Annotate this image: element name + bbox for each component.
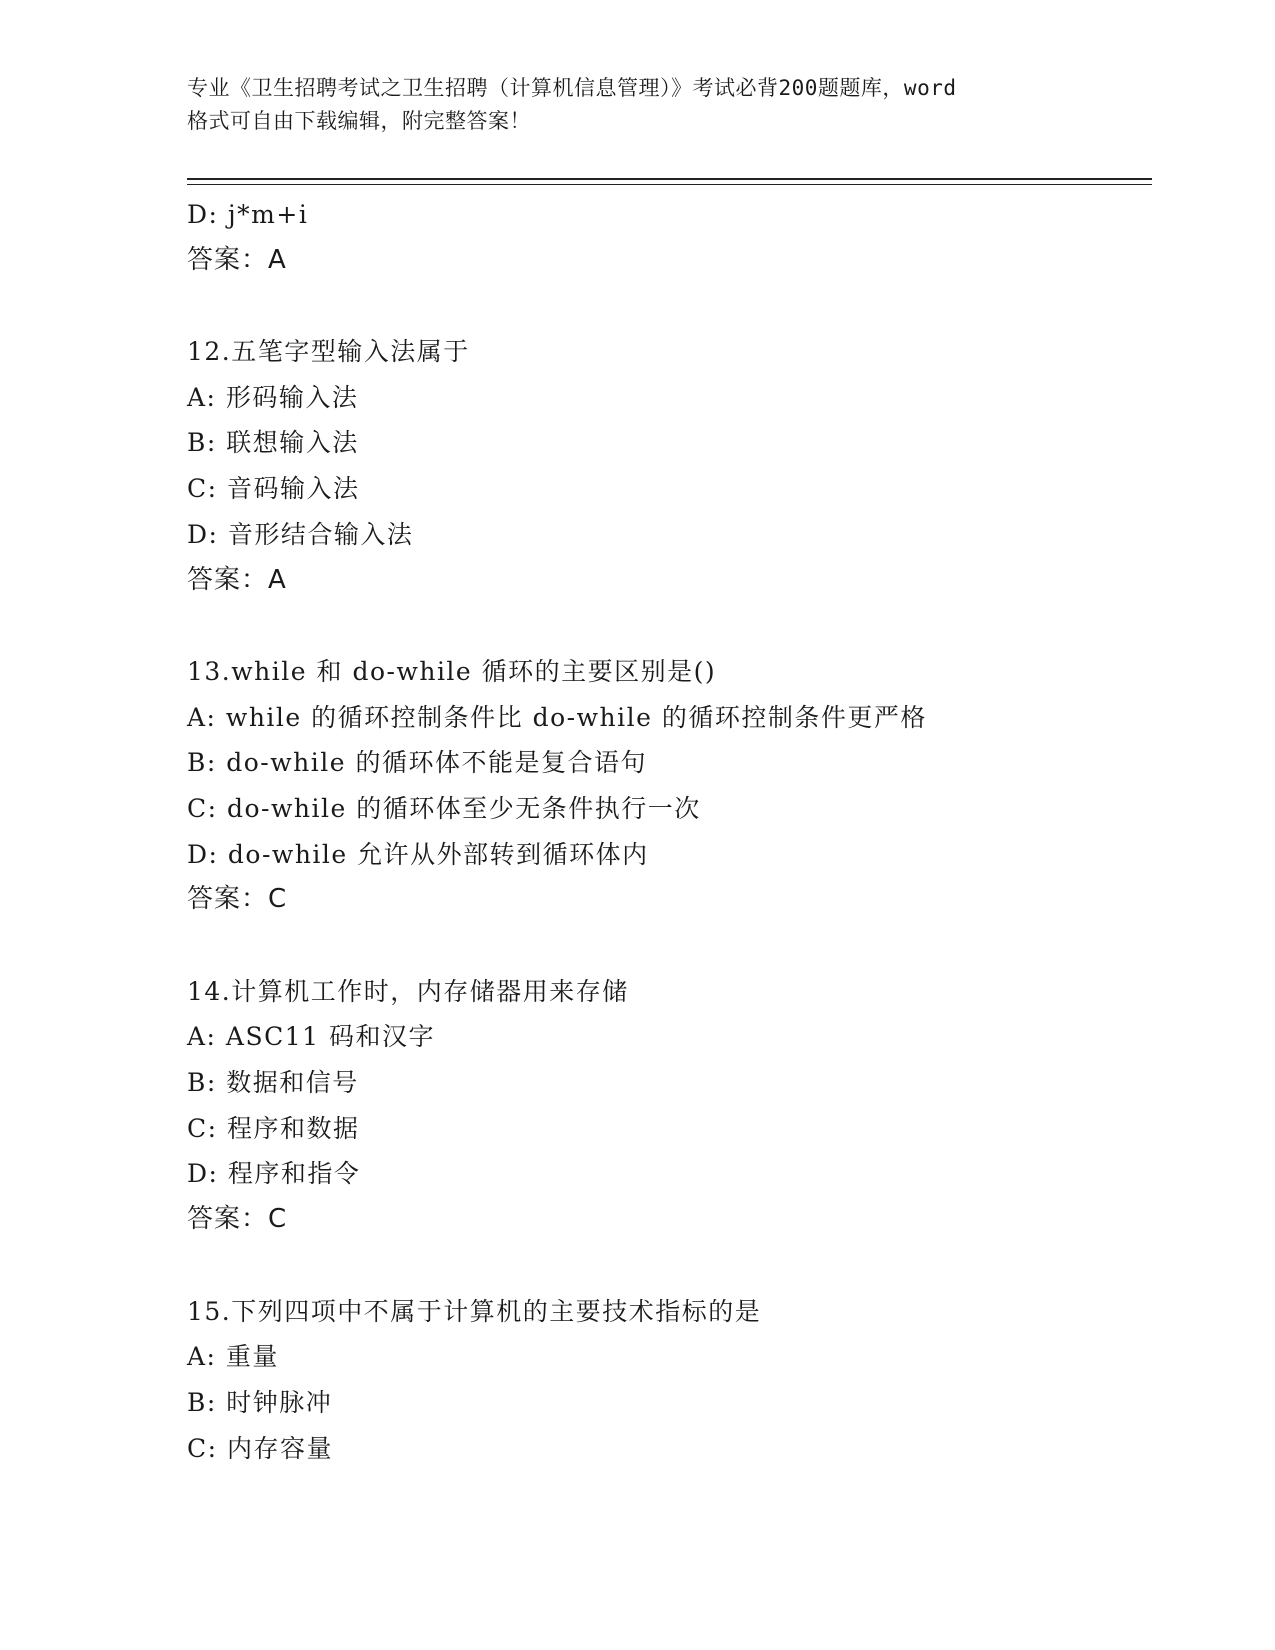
question-stem: 15.下列四项中不属于计算机的主要技术指标的是 bbox=[187, 1296, 762, 1326]
answer-line: 答案：C bbox=[187, 1204, 288, 1235]
question-stem: 14.计算机工作时，内存储器用来存储 bbox=[187, 976, 629, 1006]
answer-line: 答案：A bbox=[187, 244, 287, 275]
option-d: D: j*m+i bbox=[187, 200, 309, 229]
question-stem: 13.while 和 do-while 循环的主要区别是() bbox=[187, 656, 717, 686]
question-13 bbox=[187, 649, 1152, 923]
option-c: C: 程序和数据 bbox=[187, 1113, 360, 1143]
option-a: A: 形码输入法 bbox=[187, 382, 359, 412]
option-d: D: 音形结合输入法 bbox=[187, 519, 414, 549]
option-b: B: 联想输入法 bbox=[187, 428, 359, 458]
header-divider-thick bbox=[187, 178, 1152, 180]
question-list bbox=[187, 192, 1152, 1471]
question-stem: 12.五笔字型输入法属于 bbox=[187, 337, 470, 367]
answer-line: 答案：A bbox=[187, 564, 287, 595]
previous-question-fragment bbox=[187, 192, 1152, 283]
option-d: D: 程序和指令 bbox=[187, 1159, 361, 1189]
option-d: D: do-while 允许从外部转到循环体内 bbox=[187, 839, 649, 869]
option-c: C: 内存容量 bbox=[187, 1433, 333, 1463]
option-a: A: ASC11 码和汉字 bbox=[187, 1022, 435, 1052]
header-line-2: 格式可自由下载编辑，附完整答案！ bbox=[187, 109, 531, 133]
header-divider-thin bbox=[187, 184, 1152, 185]
header-line-1: 专业《卫生招聘考试之卫生招聘（计算机信息管理）》考试必背200题题库，word bbox=[187, 76, 957, 100]
option-b: B: do-while 的循环体不能是复合语句 bbox=[187, 748, 647, 778]
question-12 bbox=[187, 329, 1152, 603]
option-c: C: do-while 的循环体至少无条件执行一次 bbox=[187, 793, 701, 823]
option-a: A: while 的循环控制条件比 do-while 的循环控制条件更严格 bbox=[187, 702, 927, 732]
document-header bbox=[187, 72, 1107, 138]
question-14 bbox=[187, 969, 1152, 1243]
option-a: A: 重量 bbox=[187, 1342, 279, 1372]
option-b: B: 时钟脉冲 bbox=[187, 1387, 333, 1417]
option-b: B: 数据和信号 bbox=[187, 1068, 359, 1098]
question-15 bbox=[187, 1289, 1152, 1472]
option-c: C: 音码输入法 bbox=[187, 474, 360, 504]
answer-line: 答案：C bbox=[187, 884, 288, 915]
